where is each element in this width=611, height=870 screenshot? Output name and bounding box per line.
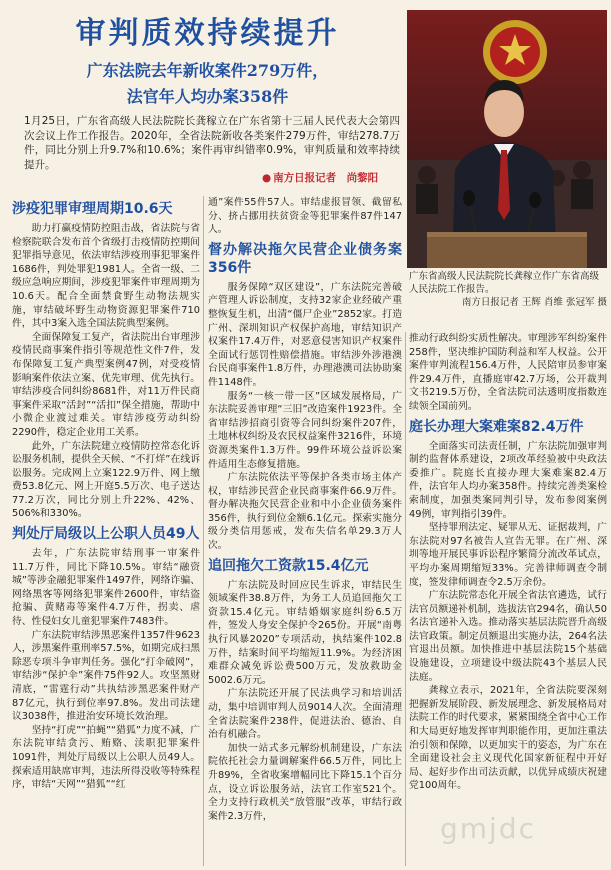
article-column-3 <box>409 332 607 868</box>
section-heading: 判处厅局级以上公职人员49人 <box>12 526 200 543</box>
photo-credit: 南方日报记者 王辉 肖维 张冠军 摄 <box>461 297 607 308</box>
article-paragraph: 通”案件55件57人。审结虚报冒领、截留私分、挤占挪用扶贫资金等犯罪案件87件147人。 <box>208 197 402 236</box>
article-paragraph: 广东法院审结涉黑恶案件1357件9623人，涉黑案件重刑率57.5%，如期完成扫黑除恶专项斗争审判任务。强化“打伞破网”，审结涉“保护伞”案件75件92人。攻坚黑财清底，“雷霆行动”共执结涉黑恶案件财产87亿元，执行到位率97.8%。发出司法建议3038件，推进治安环境长效治理。 <box>12 629 200 723</box>
photo-caption <box>409 270 607 309</box>
article-paragraph: 全面保障复工复产，省法院出台审理涉疫情民商事案件指引等规范性文件7件，发布保障复工复产典型案例47例，对受疫情影响案件依法立案、优先审理、优先执行。审结涉疫合同纠纷8681件，对11万件民商事案件采取“活封”“活扣”保全措施，帮助中小微企业渡过难关。审结涉疫劳动纠纷2290件，稳定企业用工关系。 <box>12 331 200 438</box>
speaker-photo <box>407 10 607 268</box>
article-paragraph: 龚稼立表示，2021年，全省法院要深刻把握新发展阶段、新发展理念、新发展格局对法院工作的时代要求，紧紧围绕全省中心工作和大局更好地发挥审判职能作用，更加注重法治引领和保障，以更加实干的姿态，为广东在全面建设社会主义现代化国家新征程中开好局、起好步作出司法贡献，以优异成绩庆祝建党100周年。 <box>409 685 607 792</box>
photo-caption-text: 广东省高级人民法院院长龚稼立作广东省高级人民法院工作报告。 <box>409 271 600 295</box>
article-paragraph: 加快一站式多元解纷机制建设，广东法院依托社会力量调解案件66.5万件，同比上升89%，全省收案增幅同比下降15.1个百分点，设立诉讼服务站，法官工作室521个。全力支持行政机关“放管服”改革，审结行政案件2.3万件， <box>208 742 402 822</box>
subhead-line-2: 法官年人均办案358件 <box>126 87 289 106</box>
article-paragraph: 广东法院常态化开展全省法官遴选，试行法官员额递补机制，选拔法官294名，确认50名法官递补入选。推动落实基层法院晋升高级法官政策。制定员额退出实施办法，264名法官退出员额。加快推进中基层法院15个基础设施建设，立项建设中级法院43个基层人民法庭。 <box>409 590 607 683</box>
article-paragraph: 广东法院及时回应民生诉求，审结民生领域案件38.8万件，为务工人员追回拖欠工资款15.4亿元。审结婚姻家庭纠纷6.5万件，签发人身安全保护令265份。开展“南粤执行风暴2020”专项活动，执结案件102.8万件，结案时间平均缩短11.9%。为经济困难群众减免诉讼费500万元，发放救助金5002.6万元。 <box>208 579 402 686</box>
lead-paragraph: 1月25日，广东省高级人民法院院长龚稼立在广东省第十三届人民代表大会第四次会议上作工作报告。2020年，全省法院新收各类案件279万件，审结278.7万件，同比分别上升9.7%和10.6%；案件再审纠错率0.9%，审判质量和效率持续提升。 <box>24 115 400 171</box>
column-divider <box>203 196 204 866</box>
subhead-line-1: 广东法院去年新收案件279万件， <box>86 61 329 80</box>
article-paragraph: 坚持罪刑法定、疑罪从无、证据裁判，广东法院对97名被告人宣告无罪。在广州、深圳等地开展民事诉讼程序繁简分流改革试点，平均办案周期缩短33%。完善律师调查令制度，签发律师调查令2.5万余份。 <box>409 522 607 588</box>
article-column-1 <box>12 196 200 868</box>
article-paragraph: 服务“一核一带一区”区域发展格局，广东法院妥善审理“三旧”改造案件1923件。全省审结涉招商引资等合同纠纷案件207件，土地林权纠纷及农民权益案件3216件，环境资源类案件1.3万件。99件环境公益诉讼案件适用生态修复措施。 <box>208 390 402 470</box>
article-paragraph: 服务保障“双区建设”，广东法院完善破产管理人诉讼制度，支持32家企业经破产重整恢复生机，出清“僵尸企业”2852家。打造广州、深圳知识产权保护高地，审结知识产权案件17.4万件，对恶意侵害知识产权案件全面试行惩罚性赔偿措施。审结涉外涉港澳台民商事案件1.8万件，办理港澳司法协助案件1148件。 <box>208 281 402 388</box>
article-paragraph: 助力打赢疫情防控阻击战，省法院与省检察院联合发布首个省级打击疫情防控期间犯罪指导意见，依法审结涉疫刑事犯罪案件1686件，判处罪犯1981人。全省一级、二级应急响应期间，涉疫犯罪案件审理周期为10.6天。配合全面禁食野生动物法规实施，审结破坏野生动物资源犯罪案件710件，其中3案入选全国法院典型案例。 <box>12 223 200 330</box>
section-heading: 追回拖欠工资款15.4亿元 <box>208 557 369 574</box>
watermark: gmjdc <box>440 812 536 845</box>
section-heading: 庭长办理大案难案82.4万件 <box>409 418 584 435</box>
article-paragraph: 广东法院还开展了民法典学习和培训活动，集中培训审判人员9014人次。全面清理全省法院案件238件，促进法治、德治、自治有机融合。 <box>208 688 402 741</box>
byline-text: 南方日报记者 尚黎阳 <box>273 172 379 184</box>
article-paragraph: 推动行政纠纷实质性解决。审理涉军纠纷案件258件，坚决维护国防利益和军人权益。公开案件审判流程156.4万件，人民陪审员参审案件29.4万件，直播庭审42.7万场，公开裁判文书219.5万份，全省法院司法透明度指数连续领全国前列。 <box>409 333 607 412</box>
section-heading: 涉疫犯罪审理周期10.6天 <box>12 201 173 217</box>
section-heading: 督办解决拖欠民营企业债务案356件 <box>208 241 402 276</box>
article-paragraph: 去年，广东法院审结刑事一审案件11.7万件，同比下降10.5%。审结“融资城”等涉金融犯罪案件1497件，网络诈骗、网络黑客等网络犯罪案件2600件，审结盗抢骗、黄赌毒等案件4.7万件，拐卖、虐待、性侵妇女儿童犯罪案件7483件。 <box>12 548 200 628</box>
article-paragraph: 广东法院依法平等保护各类市场主体产权，审结涉民营企业民商事案件66.9万件。督办解决拖欠民营企业和中小企业债务案件356件，执行到位金额6.1亿元。探索实施分级分类信用惩戒，发布失信名单29.3万人次。 <box>208 472 402 552</box>
byline-marker-icon: ● <box>262 172 272 184</box>
byline <box>262 170 378 185</box>
speaker-photo-illustration <box>407 10 607 268</box>
article-paragraph: 全面落实司法责任制，广东法院加强审判制约监督体系建设，2项改革经验被中央政法委推广。院庭长直接办理大案难案82.4万件，法官年人均办案358件。持续完善类案检索制度，加强类案同判引导，发布参阅案例49例，审判指引39件。 <box>409 440 607 520</box>
headline: 审判质效持续提升 <box>75 16 340 51</box>
article-column-2 <box>208 196 402 868</box>
column-divider <box>405 332 406 866</box>
article-paragraph: 此外，广东法院建立疫情防控常态化诉讼服务机制，提供全天候、“不打烊”在线诉讼服务。完成网上立案122.9万件、网上缴费53.8亿元、网上开庭5.5万次、电子送达77.2万次，同比分别上升22%、42%、506%和330%。 <box>12 440 200 520</box>
article-paragraph: 坚持“打虎”“拍蝇”“猎狐”力度不减，广东法院审结贪污、贿赂、渎职犯罪案件1091件，判处厅局级以上公职人员49人。探索适用缺席审判，违法所得没收等特殊程序，审结“天网”“猎狐”“红 <box>12 724 200 791</box>
